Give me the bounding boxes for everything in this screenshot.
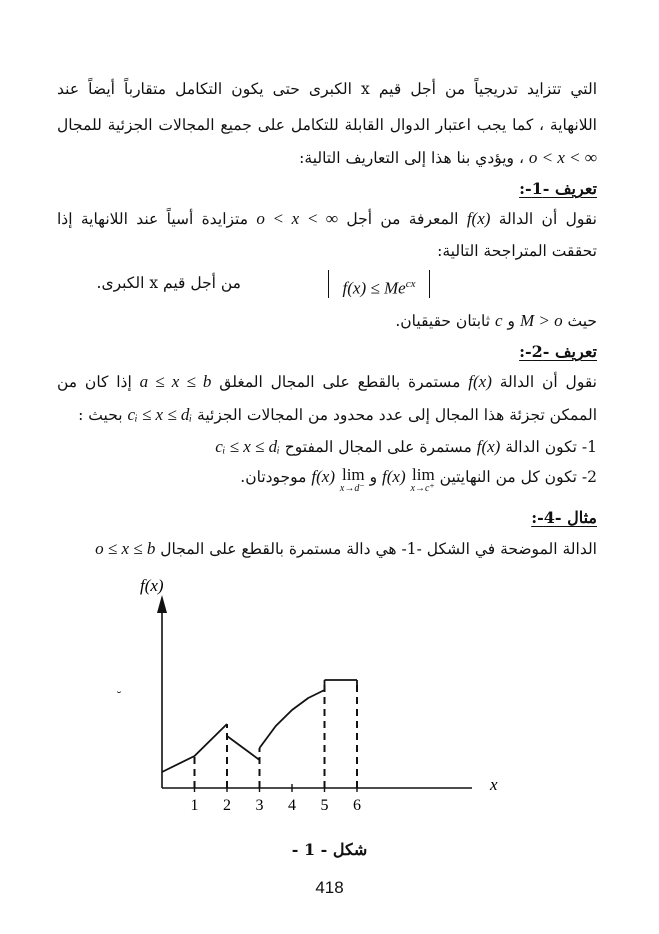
curve-piece-1 bbox=[162, 724, 227, 772]
def1-title: تعريف -1-: bbox=[519, 179, 597, 198]
def2-item1-fx: f(x) bbox=[476, 437, 501, 456]
def1-line1 bbox=[57, 208, 597, 230]
def2-item2-b: موجودتان. bbox=[240, 468, 307, 486]
figure-caption: شكل - 1 - bbox=[291, 840, 368, 859]
x-tick-label-4: 4 bbox=[288, 797, 296, 814]
def2-fx: f(x) bbox=[468, 372, 492, 391]
range-expression: o < x < ∞ bbox=[528, 148, 597, 167]
def1-line1-a: نقول أن الدالة bbox=[498, 210, 597, 228]
page-number: 418 bbox=[315, 878, 344, 897]
def2-item2-and: و bbox=[369, 468, 378, 486]
def1-line3-a: حيث bbox=[567, 312, 597, 330]
paragraph1-line3 bbox=[57, 147, 597, 169]
example4-line1 bbox=[57, 538, 597, 560]
x-tick-label-6: 6 bbox=[353, 797, 361, 814]
def1-inequality-note: من أجل قيم x الكبرى. bbox=[96, 274, 241, 292]
def1-line2: تحققت المتراجحة التالية: bbox=[437, 242, 597, 260]
example4-title: مثال -4-: bbox=[531, 508, 597, 527]
exponential-inequality bbox=[328, 270, 430, 298]
def2-interval: a ≤ x ≤ b bbox=[139, 372, 212, 391]
def2-item1-b: مستمرة على المجال المفتوح bbox=[284, 438, 472, 456]
paragraph1-line1: التي تتزايد تدريجياً من أجل قيم x الكبرى حتى يكون التكامل متقارباً أيضاً عند bbox=[57, 80, 597, 98]
def2-subinterval: cᵢ ≤ x ≤ dᵢ bbox=[127, 405, 193, 424]
def1-M: M > o bbox=[519, 311, 563, 330]
def1-line3-b: ثابتان حقيقيان. bbox=[395, 312, 491, 330]
y-axis-arrow bbox=[157, 595, 167, 613]
example4-line1-a: الدالة الموضحة في الشكل -1- هي دالة مستمرة بالقطع على المجال bbox=[160, 540, 597, 558]
curve-piece-3 bbox=[260, 690, 325, 748]
inequality-base: f(x) ≤ Me bbox=[342, 278, 406, 298]
def2-line1 bbox=[57, 371, 597, 393]
paragraph1-line3-text: ، ويؤدي بنا هذا إلى التعاريف التالية: bbox=[299, 149, 524, 167]
x-axis-label: x bbox=[490, 775, 498, 794]
def1-c: c bbox=[495, 311, 503, 330]
dashed-verticals bbox=[195, 680, 358, 788]
example4-interval: o ≤ x ≤ b bbox=[95, 539, 156, 558]
piecewise-function-figure bbox=[120, 575, 520, 825]
def2-item2-a: 2- تكون كل من النهايتين bbox=[439, 468, 597, 486]
lim1-fx: f(x) bbox=[382, 467, 406, 486]
y-axis-label: f(x) bbox=[140, 576, 164, 595]
def2-item2 bbox=[57, 465, 597, 496]
def1-line1-c: متزايدة أسياً عند اللانهاية إذا bbox=[57, 210, 249, 228]
def1-line3 bbox=[57, 310, 597, 332]
lim2-fx: f(x) bbox=[311, 467, 335, 486]
x-tick-label-5: 5 bbox=[320, 797, 329, 814]
def1-line1-b: المعرفة من أجل bbox=[346, 210, 459, 228]
def2-item1-interval: cᵢ ≤ x ≤ dᵢ bbox=[215, 437, 280, 456]
def2-line1-a: نقول أن الدالة bbox=[499, 373, 597, 391]
paragraph1-line2: اللانهاية ، كما يجب اعتبار الدوال القابلة للتكامل على جميع المجالات الجزئية للمجال bbox=[57, 116, 597, 134]
inequality-exponent: cx bbox=[405, 278, 416, 290]
def2-title: تعريف -2-: bbox=[519, 342, 597, 361]
limit-d-minus bbox=[339, 465, 365, 496]
limit-c-plus bbox=[410, 465, 435, 496]
def1-range: o < x < ∞ bbox=[256, 209, 339, 228]
lim-word: lim bbox=[412, 465, 435, 484]
x-tick-label-1: 1 bbox=[190, 797, 199, 814]
def2-item1-a: 1- تكون الدالة bbox=[505, 438, 597, 456]
x-tick-label-3: 3 bbox=[255, 797, 264, 814]
lim1-subscript: x→c⁺ bbox=[410, 483, 435, 494]
stray-mark: ˘ bbox=[116, 690, 122, 704]
x-tick-label-2: 2 bbox=[223, 797, 231, 814]
def1-fx: f(x) bbox=[466, 209, 491, 228]
def2-line2-a: الممكن تجزئة هذا المجال إلى عدد محدود من المجالات الجزئية bbox=[197, 406, 597, 424]
def2-line1-b: مستمرة بالقطع على المجال المغلق bbox=[219, 373, 461, 391]
def1-and: و bbox=[507, 312, 515, 330]
lim-word: lim bbox=[341, 465, 365, 484]
def2-line2 bbox=[57, 404, 597, 426]
curve-piece-2 bbox=[227, 736, 260, 760]
def2-item1 bbox=[57, 436, 597, 458]
lim2-subscript: x→d⁻ bbox=[339, 483, 365, 494]
def2-line1-c: إذا كان من bbox=[57, 373, 132, 391]
def2-line2-b: بحيث : bbox=[78, 406, 123, 424]
